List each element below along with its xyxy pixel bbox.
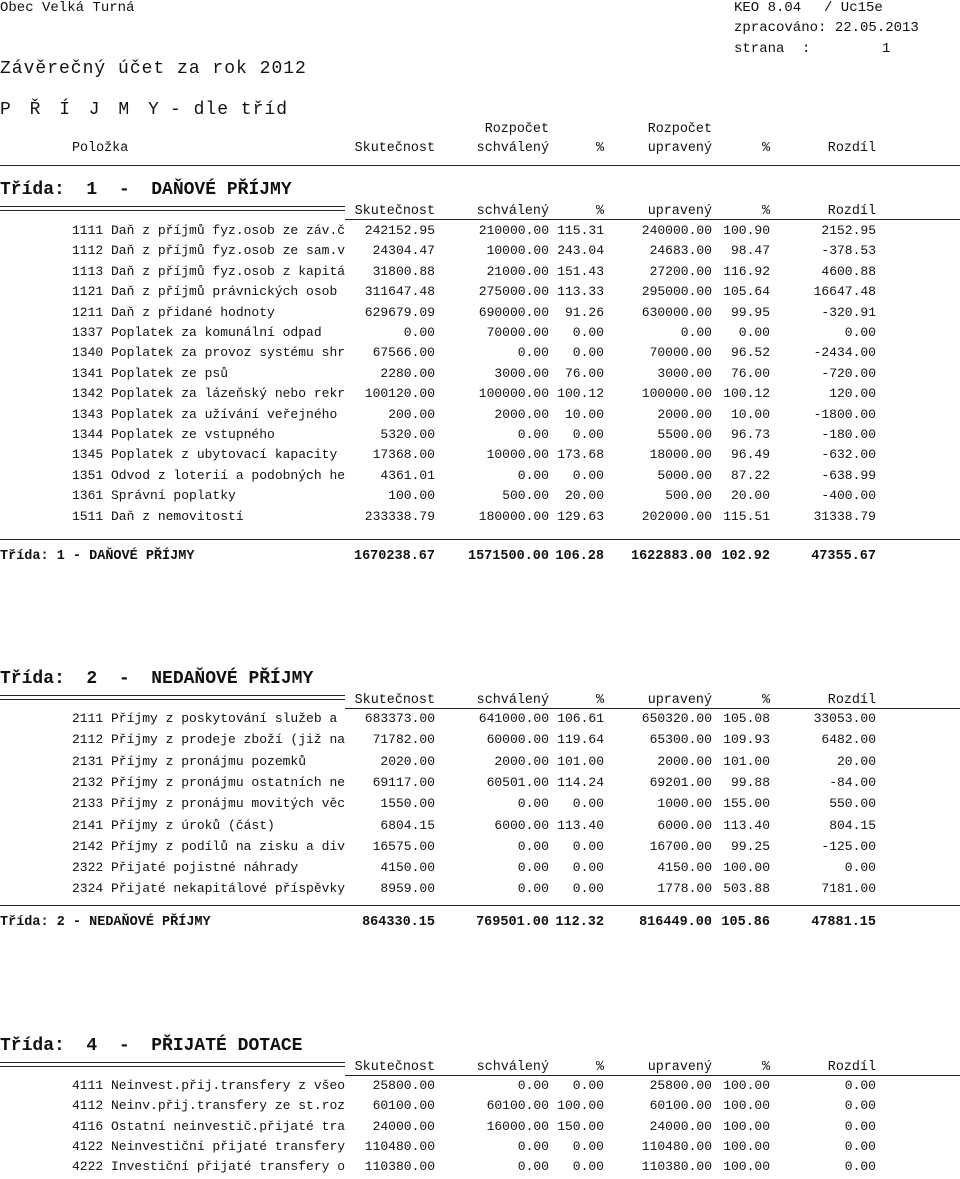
total-value: 864330.15 bbox=[362, 915, 435, 930]
row-item: 2322 Přijaté pojistné náhrady bbox=[72, 860, 299, 875]
section-total-row bbox=[0, 915, 960, 935]
row-actual: 71782.00 bbox=[372, 732, 435, 747]
col-approved: schválený bbox=[476, 141, 549, 156]
row-pct-revised: 96.52 bbox=[730, 345, 770, 360]
row-difference: 7181.00 bbox=[821, 881, 876, 896]
row-actual: 2280.00 bbox=[380, 366, 435, 381]
row-revised: 6000.00 bbox=[657, 818, 712, 833]
row-actual: 233338.79 bbox=[364, 509, 435, 524]
row-difference: -632.00 bbox=[821, 447, 876, 462]
row-item: 1112 Daň z příjmů fyz.osob ze sam.v bbox=[72, 243, 346, 258]
row-actual: 67566.00 bbox=[372, 345, 435, 360]
section-column-header bbox=[0, 1060, 960, 1080]
row-difference: -638.99 bbox=[821, 468, 876, 483]
table-row bbox=[0, 1159, 960, 1179]
row-difference: 0.00 bbox=[844, 1119, 876, 1134]
row-revised: 1000.00 bbox=[657, 796, 712, 811]
section-col-actual: Skutečnost bbox=[354, 1060, 435, 1075]
row-actual: 2020.00 bbox=[380, 754, 435, 769]
row-pct-approved: 113.33 bbox=[557, 284, 604, 299]
row-item: 4222 Investiční přijaté transfery o bbox=[72, 1159, 346, 1174]
table-row bbox=[0, 881, 960, 901]
row-pct-revised: 113.40 bbox=[723, 818, 770, 833]
section-title: Třída: 4 - PŘIJATÉ DOTACE bbox=[0, 1036, 303, 1056]
table-row bbox=[0, 488, 960, 508]
total-value: 105.86 bbox=[721, 915, 770, 930]
row-actual: 110480.00 bbox=[364, 1139, 435, 1154]
row-actual: 60100.00 bbox=[372, 1098, 435, 1113]
row-approved: 10000.00 bbox=[486, 243, 549, 258]
row-actual: 31800.88 bbox=[372, 264, 435, 279]
row-difference: 16647.48 bbox=[813, 284, 876, 299]
row-difference: 120.00 bbox=[829, 386, 876, 401]
row-revised: 240000.00 bbox=[641, 223, 712, 238]
row-item: 2324 Přijaté nekapitálové příspěvky bbox=[72, 881, 346, 896]
section-column-header bbox=[0, 693, 960, 713]
keo-version: KEO 8.04 bbox=[734, 0, 802, 16]
row-pct-approved: 20.00 bbox=[564, 488, 604, 503]
table-row bbox=[0, 775, 960, 795]
table-row bbox=[0, 796, 960, 816]
col-revised: upravený bbox=[647, 141, 712, 156]
table-row bbox=[0, 732, 960, 752]
row-pct-revised: 99.88 bbox=[730, 775, 770, 790]
table-row bbox=[0, 366, 960, 386]
row-item: 1341 Poplatek ze psů bbox=[72, 366, 229, 381]
section-col-pct: % bbox=[761, 204, 770, 219]
row-approved: 2000.00 bbox=[494, 754, 549, 769]
row-revised: 5000.00 bbox=[657, 468, 712, 483]
row-revised: 202000.00 bbox=[641, 509, 712, 524]
table-row bbox=[0, 818, 960, 838]
section-col-revised: upravený bbox=[647, 204, 712, 219]
col-budget-revised-top: Rozpočet bbox=[647, 122, 712, 137]
row-pct-revised: 87.22 bbox=[730, 468, 770, 483]
row-revised: 60100.00 bbox=[649, 1098, 712, 1113]
row-pct-approved: 0.00 bbox=[572, 1078, 604, 1093]
row-approved: 0.00 bbox=[517, 839, 549, 854]
row-pct-approved: 0.00 bbox=[572, 860, 604, 875]
row-difference: -84.00 bbox=[829, 775, 876, 790]
section-col-pct: % bbox=[595, 1060, 604, 1075]
row-actual: 1550.00 bbox=[380, 796, 435, 811]
row-approved: 210000.00 bbox=[478, 223, 549, 238]
row-difference: 4600.88 bbox=[821, 264, 876, 279]
row-pct-revised: 115.51 bbox=[723, 509, 770, 524]
row-pct-revised: 100.00 bbox=[723, 1139, 770, 1154]
row-item: 1113 Daň z příjmů fyz.osob z kapitá bbox=[72, 264, 346, 279]
row-revised: 2000.00 bbox=[657, 407, 712, 422]
row-revised: 69201.00 bbox=[649, 775, 712, 790]
row-pct-revised: 20.00 bbox=[730, 488, 770, 503]
row-approved: 21000.00 bbox=[486, 264, 549, 279]
total-value: 1622883.00 bbox=[630, 549, 712, 564]
row-pct-approved: 150.00 bbox=[557, 1119, 604, 1134]
row-approved: 0.00 bbox=[517, 1139, 549, 1154]
row-item: 1343 Poplatek za užívání veřejného bbox=[72, 407, 338, 422]
row-pct-approved: 119.64 bbox=[557, 732, 604, 747]
row-revised: 18000.00 bbox=[649, 447, 712, 462]
row-actual: 4150.00 bbox=[380, 860, 435, 875]
row-revised: 27200.00 bbox=[649, 264, 712, 279]
section-header-rule bbox=[345, 1075, 960, 1076]
column-header bbox=[0, 141, 960, 161]
total-value: 47881.15 bbox=[811, 915, 876, 930]
row-approved: 2000.00 bbox=[494, 407, 549, 422]
row-pct-revised: 100.90 bbox=[723, 223, 770, 238]
row-revised: 70000.00 bbox=[649, 345, 712, 360]
row-difference: 33053.00 bbox=[813, 711, 876, 726]
row-approved: 0.00 bbox=[517, 881, 549, 896]
row-item: 1121 Daň z příjmů právnických osob bbox=[72, 284, 338, 299]
row-pct-revised: 0.00 bbox=[738, 325, 770, 340]
col-pct-revised: % bbox=[761, 141, 770, 156]
row-pct-revised: 109.93 bbox=[723, 732, 770, 747]
row-pct-revised: 100.00 bbox=[723, 1159, 770, 1174]
table-row bbox=[0, 468, 960, 488]
row-pct-revised: 100.00 bbox=[723, 860, 770, 875]
row-difference: 0.00 bbox=[844, 860, 876, 875]
row-approved: 275000.00 bbox=[478, 284, 549, 299]
row-item: 4111 Neinvest.přij.transfery z všeo bbox=[72, 1078, 346, 1093]
report-code: / Uc15e bbox=[824, 0, 883, 16]
row-actual: 16575.00 bbox=[372, 839, 435, 854]
table-row bbox=[0, 1139, 960, 1159]
total-value: 1670238.67 bbox=[353, 549, 435, 564]
row-approved: 0.00 bbox=[517, 1159, 549, 1174]
row-pct-approved: 0.00 bbox=[572, 881, 604, 896]
col-difference: Rozdíl bbox=[827, 141, 876, 156]
col-pct-approved: % bbox=[595, 141, 604, 156]
income-title: P Ř Í J M Y bbox=[0, 100, 163, 120]
total-value: 106.28 bbox=[555, 549, 604, 564]
row-pct-approved: 0.00 bbox=[572, 468, 604, 483]
row-revised: 2000.00 bbox=[657, 754, 712, 769]
table-row bbox=[0, 754, 960, 774]
row-difference: -378.53 bbox=[821, 243, 876, 258]
row-difference: -180.00 bbox=[821, 427, 876, 442]
row-pct-revised: 100.00 bbox=[723, 1078, 770, 1093]
row-item: 1345 Poplatek z ubytovací kapacity bbox=[72, 447, 338, 462]
row-pct-revised: 100.00 bbox=[723, 1119, 770, 1134]
row-pct-revised: 155.00 bbox=[723, 796, 770, 811]
row-pct-revised: 105.64 bbox=[723, 284, 770, 299]
row-approved: 0.00 bbox=[517, 345, 549, 360]
section-col-pct: % bbox=[595, 693, 604, 708]
row-item: 4112 Neinv.přij.transfery ze st.roz bbox=[72, 1098, 346, 1113]
row-revised: 24683.00 bbox=[649, 243, 712, 258]
row-pct-approved: 0.00 bbox=[572, 345, 604, 360]
row-item: 2111 Příjmy z poskytování služeb a bbox=[72, 711, 338, 726]
row-actual: 200.00 bbox=[388, 407, 435, 422]
total-value: 816449.00 bbox=[639, 915, 712, 930]
col-actual: Skutečnost bbox=[354, 141, 435, 156]
section-col-pct: % bbox=[595, 204, 604, 219]
section-title: Třída: 1 - DAŇOVÉ PŘÍJMY bbox=[0, 180, 292, 200]
table-row bbox=[0, 325, 960, 345]
table-row bbox=[0, 1119, 960, 1139]
row-difference: -400.00 bbox=[821, 488, 876, 503]
row-pct-revised: 99.95 bbox=[730, 305, 770, 320]
row-revised: 3000.00 bbox=[657, 366, 712, 381]
row-revised: 295000.00 bbox=[641, 284, 712, 299]
row-approved: 16000.00 bbox=[486, 1119, 549, 1134]
row-approved: 690000.00 bbox=[478, 305, 549, 320]
row-item: 1511 Daň z nemovitostí bbox=[72, 509, 244, 524]
col-item: Položka bbox=[72, 141, 129, 156]
row-difference: -125.00 bbox=[821, 839, 876, 854]
section-total-row bbox=[0, 549, 960, 569]
row-pct-approved: 10.00 bbox=[564, 407, 604, 422]
row-approved: 10000.00 bbox=[486, 447, 549, 462]
row-actual: 24304.47 bbox=[372, 243, 435, 258]
row-pct-revised: 101.00 bbox=[723, 754, 770, 769]
row-item: 2133 Příjmy z pronájmu movitých věc bbox=[72, 796, 346, 811]
row-approved: 0.00 bbox=[517, 427, 549, 442]
row-pct-approved: 100.00 bbox=[557, 1098, 604, 1113]
table-row bbox=[0, 1098, 960, 1118]
row-actual: 25800.00 bbox=[372, 1078, 435, 1093]
row-revised: 630000.00 bbox=[641, 305, 712, 320]
row-pct-approved: 115.31 bbox=[557, 223, 604, 238]
row-pct-revised: 10.00 bbox=[730, 407, 770, 422]
row-pct-revised: 96.73 bbox=[730, 427, 770, 442]
table-row bbox=[0, 427, 960, 447]
row-actual: 24000.00 bbox=[372, 1119, 435, 1134]
row-pct-revised: 98.47 bbox=[730, 243, 770, 258]
row-pct-approved: 129.63 bbox=[557, 509, 604, 524]
row-item: 2112 Příjmy z prodeje zboží (již na bbox=[72, 732, 346, 747]
row-item: 1342 Poplatek za lázeňský nebo rekr bbox=[72, 386, 346, 401]
row-pct-revised: 100.00 bbox=[723, 1098, 770, 1113]
table-row bbox=[0, 305, 960, 325]
section-header-rule bbox=[345, 219, 960, 220]
report-title: Závěrečný účet za rok 2012 bbox=[0, 59, 307, 79]
row-approved: 60000.00 bbox=[486, 732, 549, 747]
processed-date: zpracováno: 22.05.2013 bbox=[734, 20, 919, 36]
table-row bbox=[0, 447, 960, 467]
row-pct-approved: 113.40 bbox=[557, 818, 604, 833]
table-row bbox=[0, 284, 960, 304]
row-pct-revised: 116.92 bbox=[723, 264, 770, 279]
row-approved: 70000.00 bbox=[486, 325, 549, 340]
row-revised: 1778.00 bbox=[657, 881, 712, 896]
section-col-diff: Rozdíl bbox=[827, 693, 876, 708]
row-pct-approved: 0.00 bbox=[572, 796, 604, 811]
row-actual: 629679.09 bbox=[364, 305, 435, 320]
col-budget-approved-top: Rozpočet bbox=[484, 122, 549, 137]
total-label: Třída: 2 - NEDAŇOVÉ PŘÍJMY bbox=[0, 915, 211, 930]
row-pct-approved: 106.61 bbox=[557, 711, 604, 726]
table-row bbox=[0, 345, 960, 365]
row-actual: 5320.00 bbox=[380, 427, 435, 442]
row-difference: 0.00 bbox=[844, 1078, 876, 1093]
row-item: 4116 Ostatní neinvestič.přijaté tra bbox=[72, 1119, 346, 1134]
total-value: 102.92 bbox=[721, 549, 770, 564]
row-pct-approved: 0.00 bbox=[572, 1139, 604, 1154]
row-item: 1344 Poplatek ze vstupného bbox=[72, 427, 275, 442]
row-revised: 4150.00 bbox=[657, 860, 712, 875]
row-pct-approved: 151.43 bbox=[557, 264, 604, 279]
total-value: 112.32 bbox=[555, 915, 604, 930]
section-col-diff: Rozdíl bbox=[827, 204, 876, 219]
row-actual: 17368.00 bbox=[372, 447, 435, 462]
total-label: Třída: 1 - DAŇOVÉ PŘÍJMY bbox=[0, 549, 195, 564]
section-col-pct: % bbox=[761, 1060, 770, 1075]
row-item: 1211 Daň z přidané hodnoty bbox=[72, 305, 275, 320]
row-difference: -1800.00 bbox=[813, 407, 876, 422]
organization-name: Obec Velká Turná bbox=[0, 0, 135, 16]
section-col-pct: % bbox=[761, 693, 770, 708]
total-value: 47355.67 bbox=[811, 549, 876, 564]
row-actual: 100120.00 bbox=[364, 386, 435, 401]
section-col-revised: upravený bbox=[647, 1060, 712, 1075]
row-difference: 31338.79 bbox=[813, 509, 876, 524]
row-item: 2141 Příjmy z úroků (část) bbox=[72, 818, 275, 833]
row-revised: 110380.00 bbox=[641, 1159, 712, 1174]
total-value: 1571500.00 bbox=[467, 549, 549, 564]
row-actual: 69117.00 bbox=[372, 775, 435, 790]
section-col-diff: Rozdíl bbox=[827, 1060, 876, 1075]
section-col-approved: schválený bbox=[476, 693, 549, 708]
row-pct-revised: 99.25 bbox=[730, 839, 770, 854]
section-header-rule bbox=[345, 708, 960, 709]
section-col-actual: Skutečnost bbox=[354, 693, 435, 708]
row-pct-approved: 100.12 bbox=[557, 386, 604, 401]
row-pct-approved: 173.68 bbox=[557, 447, 604, 462]
row-actual: 100.00 bbox=[388, 488, 435, 503]
row-pct-approved: 0.00 bbox=[572, 325, 604, 340]
row-difference: 0.00 bbox=[844, 325, 876, 340]
section-col-actual: Skutečnost bbox=[354, 204, 435, 219]
row-item: 1351 Odvod z loterií a podobných he bbox=[72, 468, 346, 483]
row-approved: 60100.00 bbox=[486, 1098, 549, 1113]
row-pct-revised: 96.49 bbox=[730, 447, 770, 462]
row-difference: 0.00 bbox=[844, 1139, 876, 1154]
row-pct-revised: 100.12 bbox=[723, 386, 770, 401]
header-rule bbox=[0, 165, 960, 166]
row-approved: 0.00 bbox=[517, 860, 549, 875]
row-revised: 110480.00 bbox=[641, 1139, 712, 1154]
row-item: 2142 Příjmy z podílů na zisku a div bbox=[72, 839, 346, 854]
section-total-rule bbox=[0, 905, 960, 906]
row-difference: 2152.95 bbox=[821, 223, 876, 238]
table-row bbox=[0, 860, 960, 880]
row-revised: 25800.00 bbox=[649, 1078, 712, 1093]
row-item: 2132 Příjmy z pronájmu ostatních ne bbox=[72, 775, 346, 790]
row-actual: 0.00 bbox=[403, 325, 435, 340]
total-value: 769501.00 bbox=[476, 915, 549, 930]
page-separator: : bbox=[802, 41, 811, 57]
section-title: Třída: 2 - NEDAŇOVÉ PŘÍJMY bbox=[0, 669, 314, 689]
row-pct-revised: 76.00 bbox=[730, 366, 770, 381]
row-revised: 0.00 bbox=[680, 325, 712, 340]
row-pct-approved: 114.24 bbox=[557, 775, 604, 790]
row-approved: 3000.00 bbox=[494, 366, 549, 381]
row-difference: 20.00 bbox=[836, 754, 876, 769]
table-row bbox=[0, 1078, 960, 1098]
row-pct-revised: 105.08 bbox=[723, 711, 770, 726]
row-approved: 0.00 bbox=[517, 1078, 549, 1093]
row-pct-approved: 91.26 bbox=[564, 305, 604, 320]
page-number: 1 bbox=[882, 41, 891, 57]
row-actual: 311647.48 bbox=[364, 284, 435, 299]
row-difference: 0.00 bbox=[844, 1098, 876, 1113]
row-actual: 242152.95 bbox=[364, 223, 435, 238]
row-difference: -320.91 bbox=[821, 305, 876, 320]
row-revised: 100000.00 bbox=[641, 386, 712, 401]
row-approved: 0.00 bbox=[517, 796, 549, 811]
row-difference: 804.15 bbox=[829, 818, 876, 833]
row-item: 1111 Daň z příjmů fyz.osob ze záv.č bbox=[72, 223, 346, 238]
table-row bbox=[0, 223, 960, 243]
row-approved: 0.00 bbox=[517, 468, 549, 483]
row-difference: -2434.00 bbox=[813, 345, 876, 360]
table-row bbox=[0, 407, 960, 427]
row-approved: 60501.00 bbox=[486, 775, 549, 790]
table-row bbox=[0, 839, 960, 859]
by-class-title: - dle tříd bbox=[170, 100, 289, 120]
row-item: 4122 Neinvestiční přijaté transfery bbox=[72, 1139, 346, 1154]
row-pct-approved: 0.00 bbox=[572, 427, 604, 442]
row-pct-approved: 0.00 bbox=[572, 839, 604, 854]
table-row bbox=[0, 243, 960, 263]
row-difference: 0.00 bbox=[844, 1159, 876, 1174]
row-revised: 5500.00 bbox=[657, 427, 712, 442]
row-difference: -720.00 bbox=[821, 366, 876, 381]
section-col-approved: schválený bbox=[476, 204, 549, 219]
row-item: 1361 Správní poplatky bbox=[72, 488, 236, 503]
row-pct-approved: 243.04 bbox=[557, 243, 604, 258]
page-label: strana bbox=[734, 41, 785, 57]
column-header-top bbox=[0, 122, 960, 142]
section-total-rule bbox=[0, 539, 960, 540]
row-approved: 500.00 bbox=[502, 488, 549, 503]
row-approved: 100000.00 bbox=[478, 386, 549, 401]
row-revised: 500.00 bbox=[665, 488, 712, 503]
row-pct-revised: 503.88 bbox=[723, 881, 770, 896]
row-item: 1340 Poplatek za provoz systému shr bbox=[72, 345, 346, 360]
row-actual: 4361.01 bbox=[380, 468, 435, 483]
row-difference: 6482.00 bbox=[821, 732, 876, 747]
row-revised: 65300.00 bbox=[649, 732, 712, 747]
section-col-approved: schválený bbox=[476, 1060, 549, 1075]
table-row bbox=[0, 509, 960, 529]
table-row bbox=[0, 711, 960, 731]
row-approved: 641000.00 bbox=[478, 711, 549, 726]
row-pct-approved: 101.00 bbox=[557, 754, 604, 769]
row-actual: 8959.00 bbox=[380, 881, 435, 896]
row-approved: 180000.00 bbox=[478, 509, 549, 524]
row-pct-approved: 76.00 bbox=[564, 366, 604, 381]
table-row bbox=[0, 386, 960, 406]
row-actual: 110380.00 bbox=[364, 1159, 435, 1174]
section-column-header bbox=[0, 204, 960, 224]
row-actual: 683373.00 bbox=[364, 711, 435, 726]
row-actual: 6804.15 bbox=[380, 818, 435, 833]
row-item: 1337 Poplatek za komunální odpad bbox=[72, 325, 322, 340]
row-revised: 650320.00 bbox=[641, 711, 712, 726]
row-revised: 16700.00 bbox=[649, 839, 712, 854]
row-item: 2131 Příjmy z pronájmu pozemků bbox=[72, 754, 307, 769]
section-col-revised: upravený bbox=[647, 693, 712, 708]
row-pct-approved: 0.00 bbox=[572, 1159, 604, 1174]
table-row bbox=[0, 264, 960, 284]
row-approved: 6000.00 bbox=[494, 818, 549, 833]
row-revised: 24000.00 bbox=[649, 1119, 712, 1134]
row-difference: 550.00 bbox=[829, 796, 876, 811]
